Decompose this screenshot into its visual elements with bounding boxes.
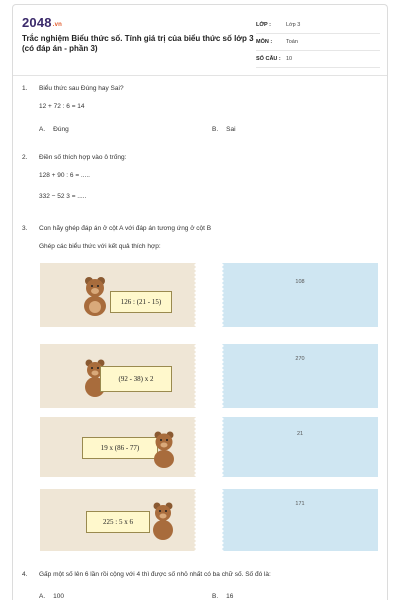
meta-key: MÔN : — [256, 39, 273, 45]
option-text: 100 — [53, 593, 65, 600]
logo-main: 2048 — [22, 15, 52, 30]
meta-key: LỚP : — [256, 22, 271, 28]
expression-box: 126 : (21 - 15) — [110, 291, 172, 313]
meta-row-count — [256, 51, 380, 68]
header-divider — [13, 75, 387, 76]
option-b[interactable] — [212, 593, 233, 600]
question-number: 1. — [22, 85, 28, 92]
option-letter: A. — [39, 126, 46, 133]
expression-box: 19 x (86 - 77) — [82, 437, 158, 459]
fill-line-2[interactable]: 332 − 52 3 = ..... — [39, 193, 87, 200]
question-number: 4. — [22, 571, 28, 578]
question-number: 2. — [22, 154, 28, 161]
meta-row-class — [256, 17, 380, 34]
question-text: Biểu thức sau Đúng hay Sai? — [39, 85, 124, 92]
fill-line-1[interactable]: 128 + 90 : 6 = ..... — [39, 172, 90, 179]
option-text: 16 — [226, 593, 234, 600]
column-b-card-1[interactable] — [222, 263, 378, 327]
meta-value: 10 — [286, 56, 293, 62]
column-a-card-1[interactable] — [40, 263, 196, 327]
column-b-card-2[interactable] — [222, 344, 378, 408]
option-a[interactable] — [39, 593, 64, 600]
option-b[interactable] — [212, 126, 236, 133]
expression-box: 225 : 5 x 6 — [86, 511, 150, 533]
meta-key: SỐ CÂU : — [256, 56, 281, 62]
meta-value: Toán — [286, 39, 298, 45]
column-a-card-3[interactable] — [40, 417, 196, 477]
option-text: Sai — [226, 126, 236, 133]
question-expression: 12 + 72 : 6 = 14 — [39, 103, 85, 110]
bear-icon — [80, 275, 110, 317]
column-a-card-2[interactable] — [40, 344, 196, 408]
question-text: Con hãy ghép đáp án ở cột A với đáp án tương ứng ở cột B — [39, 225, 212, 232]
option-a[interactable] — [39, 126, 69, 133]
meta-table — [256, 17, 380, 68]
answer-value: 108 — [295, 279, 305, 285]
meta-row-subject — [256, 34, 380, 51]
worksheet — [12, 4, 388, 600]
answer-value: 21 — [296, 431, 304, 437]
option-letter: A. — [39, 593, 46, 600]
column-b-card-3[interactable] — [222, 417, 378, 477]
meta-value: Lớp 3 — [286, 22, 301, 28]
column-b-card-4[interactable] — [222, 489, 378, 551]
site-logo[interactable] — [22, 15, 62, 30]
option-letter: B. — [212, 126, 219, 133]
expression-box: (92 - 38) x 2 — [100, 366, 172, 392]
question-subtext: Ghép các biểu thức với kết quả thích hợp: — [39, 243, 161, 250]
question-number: 3. — [22, 225, 28, 232]
answer-value: 171 — [295, 501, 305, 507]
answer-value: 270 — [295, 356, 305, 362]
logo-suffix: .vn — [52, 22, 63, 28]
column-a-card-4[interactable] — [40, 489, 196, 551]
question-text: Điền số thích hợp vào ô trống: — [39, 154, 127, 161]
page-title: Trắc nghiệm Biểu thức số. Tính giá trị của biểu thức số lớp 3 (có đáp án - phần 3) — [22, 34, 254, 53]
bear-icon — [150, 429, 178, 469]
bear-icon — [150, 501, 176, 541]
option-text: Đúng — [53, 126, 69, 133]
option-letter: B. — [212, 593, 219, 600]
question-text: Gấp một số lên 6 lần rồi cộng với 4 thì được số nhỏ nhất có ba chữ số. Số đó là: — [39, 571, 271, 578]
